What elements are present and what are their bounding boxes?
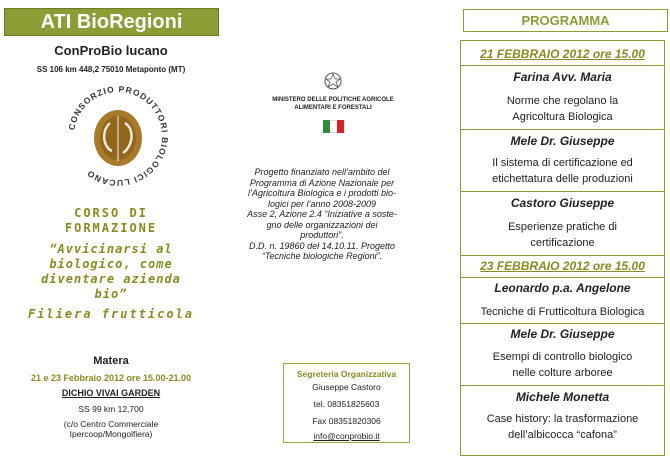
italian-flag-icon: [323, 120, 344, 133]
topic-line: Case history: la trasformazione: [486, 413, 639, 425]
course-title-line1: CORSO DI: [74, 206, 148, 220]
topic-line: etichettatura delle produzioni: [492, 173, 633, 185]
funding-line: gno delle organizzazioni dei: [266, 219, 378, 230]
separator: [461, 385, 664, 386]
course-quote: [0, 242, 222, 302]
right-panel: [458, 0, 670, 458]
funding-line: produttori”.: [300, 230, 344, 240]
session-speaker: Farina Avv. Maria: [513, 70, 612, 84]
course-quote-line4: bio”: [94, 287, 128, 301]
course-title-line2: FORMAZIONE: [64, 221, 158, 235]
separator: [461, 323, 664, 324]
programme-header: PROGRAMMA: [463, 9, 668, 32]
association-name: ConProBio lucano: [54, 43, 168, 58]
ministry-logo-block: [266, 63, 400, 145]
session-speaker: Michele Monetta: [515, 390, 610, 404]
separator: [461, 129, 664, 130]
secretariat-name: Giuseppe Castoro: [312, 382, 381, 392]
funding-line: logici per l’anno 2008-2009: [267, 198, 377, 209]
event-venue: DICHIO VIVAI GARDEN: [61, 388, 161, 398]
session-speaker: Castoro Giuseppe: [510, 196, 615, 210]
course-title: [0, 206, 222, 236]
session-speaker: Mele Dr. Giuseppe: [510, 134, 615, 148]
secretariat-fax: Fax 08351820306: [312, 416, 381, 426]
consortium-logo: [65, 83, 171, 189]
republic-emblem-icon: [323, 71, 343, 91]
separator: [461, 191, 664, 192]
session-topic: [461, 304, 664, 320]
logo-ring-text: CONSORZIO PRODUTTORI BIOLOGICI LUCANO: [66, 83, 171, 189]
course-quote-line3: diventare azienda: [41, 272, 181, 286]
funding-line: Asse 2, Azione 2.4 “Iniziative a soste-: [247, 209, 397, 219]
ministry-line2: ALIMENTARI E FORESTALI: [294, 105, 372, 111]
course-subtitle: Filiera frutticola: [27, 307, 195, 321]
session-topic: [461, 349, 664, 381]
event-location-note: [0, 419, 222, 439]
middle-panel: [224, 0, 424, 458]
session-topic: [461, 155, 664, 187]
secretariat-title: Segreteria Organizzativa: [296, 369, 397, 379]
programme-box: [460, 40, 665, 456]
event-dates: 21 e 23 Febbraio 2012 ore 15.00-21.00: [30, 373, 192, 383]
topic-line: dell’albicocca “cafona”: [508, 429, 617, 441]
separator: [461, 65, 664, 66]
funding-line: Progetto finanziato nell’ambito del: [254, 167, 390, 177]
topic-line: Norme che regolano la: [506, 95, 619, 107]
funding-text: [236, 167, 408, 262]
day1-date: 21 FEBBRAIO 2012 ore 15.00: [480, 47, 645, 61]
topic-line: Agricoltura Biologica: [512, 111, 613, 123]
day2-date: 23 FEBBRAIO 2012 ore 15.00: [480, 259, 645, 273]
topic-line: Tecniche di Frutticoltura Biologica: [480, 306, 645, 318]
funding-line: Programma di Azione Nazionale per: [249, 177, 395, 188]
topic-line: nelle colture arboree: [512, 367, 613, 379]
session-topic: [461, 411, 664, 443]
topic-line: Esperienze pratiche di: [508, 221, 617, 233]
location-note-line2: Ipercoop/Mongolfiera): [69, 429, 153, 439]
left-panel: [0, 0, 220, 458]
funding-line: “Tecniche biologiche Regioni”.: [261, 251, 383, 261]
ministry-line1: MINISTERO DELLE POLITICHE AGRICOLE: [272, 97, 394, 103]
event-city: Matera: [93, 355, 129, 367]
topic-line: Esempi di controllo biologico: [492, 351, 633, 363]
session-speaker: Leonardo p.a. Angelone: [494, 281, 631, 295]
separator: [461, 255, 664, 256]
session-speaker: Mele Dr. Giuseppe: [510, 327, 615, 341]
funding-line: l’Agricoltura Biologica e i prodotti bio-: [247, 188, 397, 198]
ministry-name: [266, 96, 400, 112]
topic-line: certificazione: [530, 237, 595, 249]
session-topic: [461, 219, 664, 251]
secretariat-box: [283, 363, 410, 443]
association-address: SS 106 km 448,2 75010 Metaponto (MT): [36, 65, 186, 74]
event-road: SS 99 km 12,700: [78, 404, 144, 414]
session-topic: [461, 93, 664, 125]
separator: [461, 277, 664, 278]
secretariat-tel: tel. 08351825603: [313, 399, 380, 409]
course-quote-line2: biologico, come: [49, 257, 173, 271]
location-note-line1: (c/o Centro Commerciale: [63, 419, 159, 429]
secretariat-email-link[interactable]: info@conprobio.it: [313, 431, 380, 441]
header-title: ATI BioRegioni: [4, 8, 219, 36]
course-quote-line1: “Avvicinarsi al: [49, 242, 173, 256]
funding-line: D.D. n. 19860 del 14.10.11. Progetto: [249, 240, 395, 251]
topic-line: Il sistema di certificazione ed: [492, 157, 633, 169]
